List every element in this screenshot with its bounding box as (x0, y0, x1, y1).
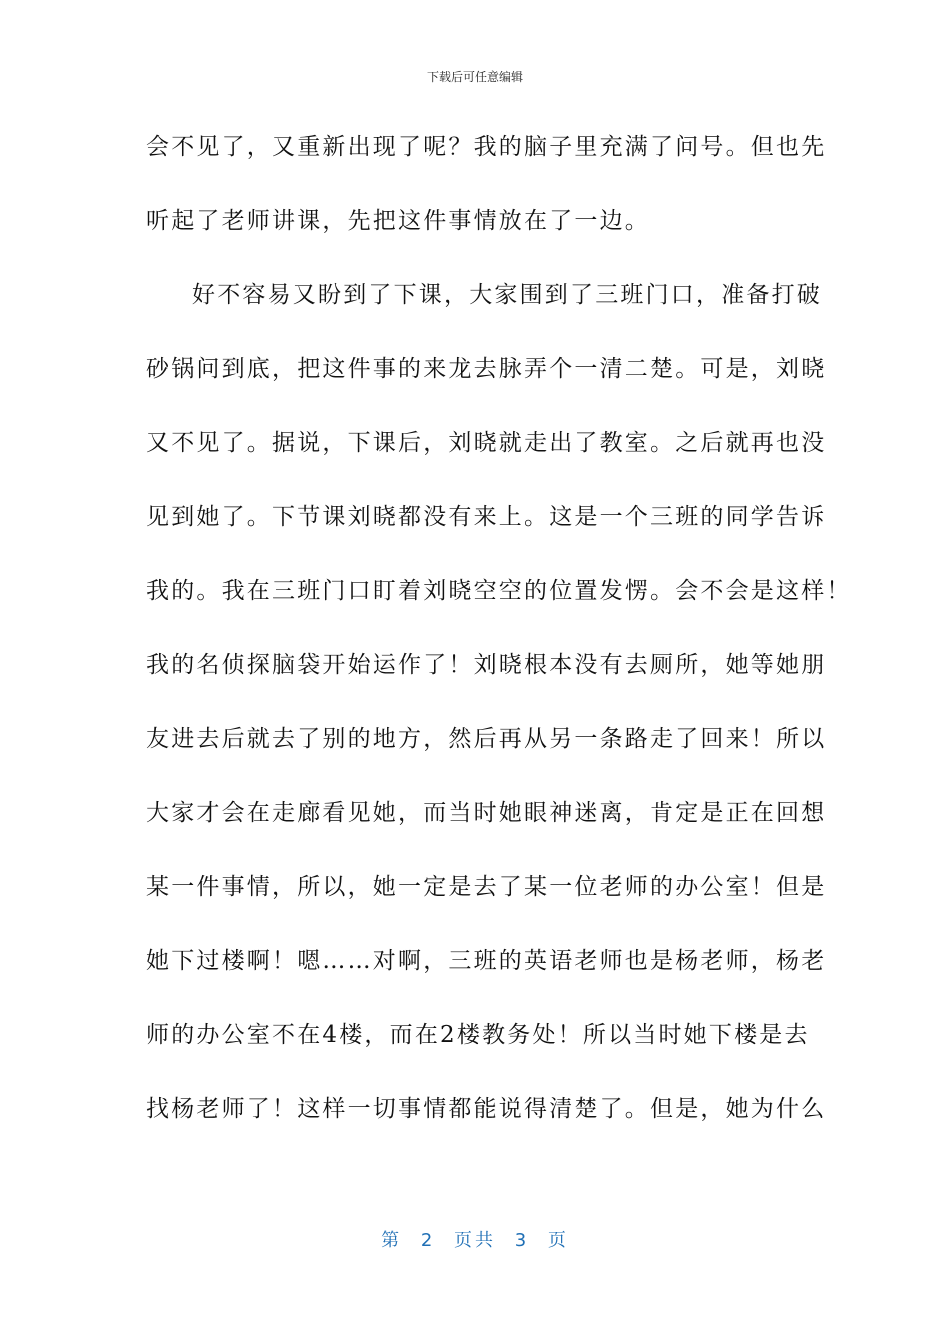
text-line: 会不见了，又重新出现了呢？我的脑子里充满了问号。但也先 (146, 134, 827, 160)
text-line: 又不见了。据说，下课后，刘晓就走出了教室。之后就再也没 (146, 430, 827, 456)
text-line: 听起了老师讲课，先把这件事情放在了一边。 (146, 208, 650, 234)
text-line: 找杨老师了！这样一切事情都能说得清楚了。但是，她为什么 (146, 1096, 827, 1122)
text-line: 友进去后就去了别的地方，然后再从另一条路走了回来！所以 (146, 726, 827, 752)
text-line: 我的。我在三班门口盯着刘晓空空的位置发愣。会不会是这样！ (146, 578, 852, 604)
text-line: 师的办公室不在4楼，而在2楼教务处！所以当时她下楼是去 (146, 1022, 810, 1048)
text-line: 见到她了。下节课刘晓都没有来上。这是一个三班的同学告诉 (146, 504, 827, 530)
text-line: 她下过楼啊！嗯……对啊，三班的英语老师也是杨老师，杨老 (146, 948, 827, 974)
text-line: 某一件事情，所以，她一定是去了某一位老师的办公室！但是 (146, 874, 827, 900)
text-line: 好不容易又盼到了下课，大家围到了三班门口，准备打破 (192, 282, 822, 308)
text-line: 砂锅问到底，把这件事的来龙去脉弄个一清二楚。可是，刘晓 (146, 356, 827, 382)
text-line: 我的名侦探脑袋开始运作了！刘晓根本没有去厕所，她等她朋 (146, 652, 827, 678)
text-line: 大家才会在走廊看见她，而当时她眼神迷离，肯定是正在回想 (146, 800, 827, 826)
page-header: 下载后可任意编辑 (426, 70, 523, 84)
document-body (146, 128, 852, 1164)
page-number-footer: 第 2 页共 3 页 (381, 1230, 569, 1251)
